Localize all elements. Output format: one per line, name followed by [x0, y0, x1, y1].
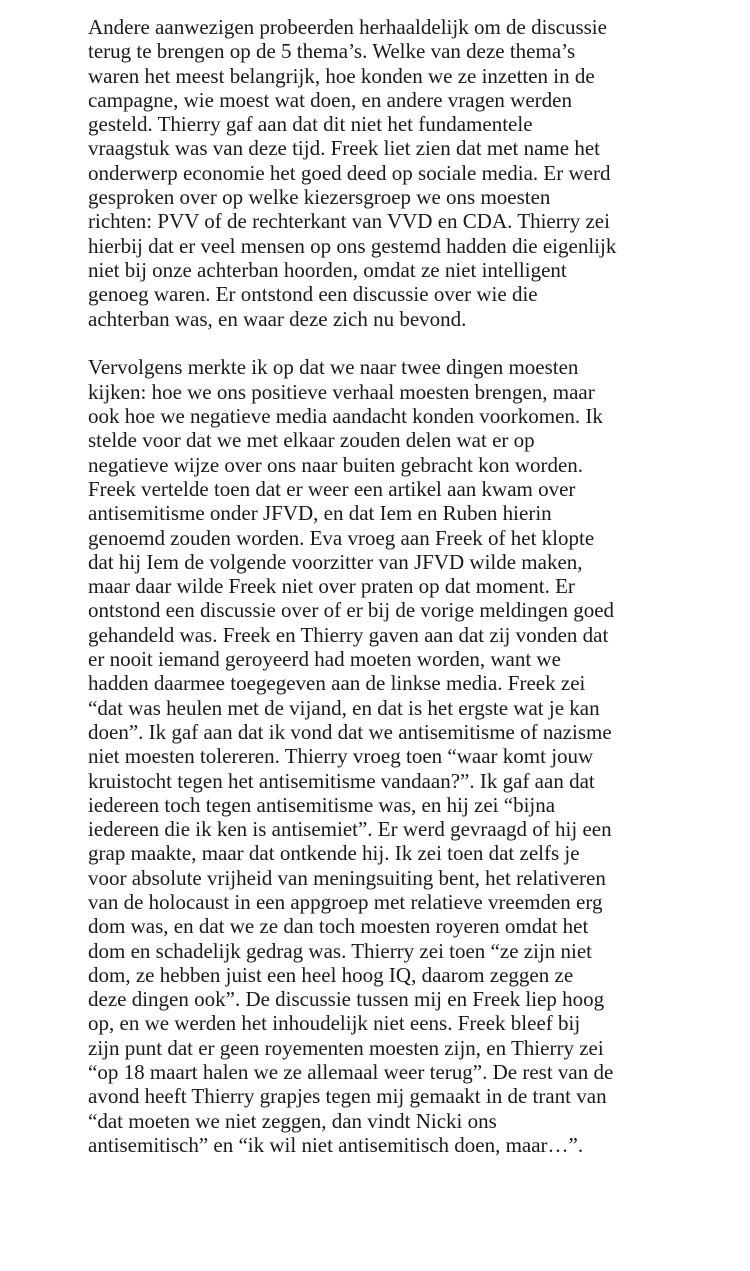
paragraph-2: [88, 355, 738, 1157]
text-line: zijn punt dat er geen royementen moesten zijn, en Thierry zei: [88, 1035, 604, 1060]
text-line: niet moesten tolereren. Thierry vroeg toen “waar komt jouw: [88, 744, 594, 769]
text-line: ontstond een discussie over of er bij de vorige meldingen goed: [88, 598, 615, 623]
text-line: gesteld. Thierry gaf aan dat dit niet het fundamentele: [88, 112, 533, 137]
text-line: “op 18 maart halen we ze allemaal weer terug”. De rest van de: [88, 1060, 614, 1085]
text-line: grap maakte, maar dat ontkende hij. Ik zei toen dat zelfs je: [88, 841, 580, 866]
text-line: Freek vertelde toen dat er weer een artikel aan kwam over: [88, 476, 576, 501]
text-line: Andere aanwezigen probeerden herhaaldelijk om de discussie: [88, 15, 607, 39]
text-line: “dat was heulen met de vijand, en dat is het ergste wat je kan: [88, 695, 600, 720]
text-line: maar daar wilde Freek niet over praten op dat moment. Er: [88, 574, 575, 599]
text-line: antisemitisch” en “ik wil niet antisemitisch doen, maar…”.: [88, 1132, 584, 1157]
text-line: van de holocaust in een appgroep met relatieve vreemden erg: [88, 889, 603, 914]
text-line: hierbij dat er veel mensen op ons gestemd hadden die eigenlijk: [88, 233, 617, 258]
text-line: voor absolute vrijheid van meningsuiting bent, het relativeren: [88, 865, 606, 890]
text-line: iedereen toch tegen antisemitisme was, en hij zei “bijna: [88, 792, 556, 817]
text-line: dat hij Iem de volgende voorzitter van JFVD wilde maken,: [88, 549, 583, 574]
text-line: er nooit iemand geroyeerd had moeten worden, want we: [88, 647, 561, 672]
text-line: stelde voor dat we met elkaar zouden delen wat er op: [88, 428, 535, 453]
text-line: iedereen die ik ken is antisemiet”. Er werd gevraagd of hij een: [88, 817, 612, 842]
text-line: genoemd zouden worden. Eva vroeg aan Freek of het klopte: [88, 525, 595, 550]
text-line: terug te brengen op de 5 thema’s. Welke van deze thema’s: [88, 39, 576, 64]
text-line: ook hoe we negatieve media aandacht konden voorkomen. Ik: [88, 404, 603, 429]
text-line: Vervolgens merkte ik op dat we naar twee dingen moesten: [88, 355, 579, 380]
text-line: dom was, en dat we ze dan toch moesten royeren omdat het: [88, 914, 589, 939]
text-line: negatieve wijze over ons naar buiten gebracht kon worden.: [88, 452, 584, 477]
text-line: deze dingen ook”. De discussie tussen mij en Freek liep hoog: [88, 987, 605, 1012]
text-line: gehandeld was. Freek en Thierry gaven aan dat zij vonden dat: [88, 622, 609, 647]
text-line: avond heeft Thierry grapjes tegen mij gemaakt in de trant van: [88, 1084, 607, 1109]
paragraph-1: [88, 15, 738, 331]
text-line: antisemitisme onder JFVD, en dat Iem en Ruben hierin: [88, 501, 552, 526]
text-line: onderwerp economie het goed deed op sociale media. Er werd: [88, 160, 611, 185]
text-line: vraagstuk was van deze tijd. Freek liet zien dat met name het: [88, 136, 600, 161]
text-line: op, en we werden het inhoudelijk niet eens. Freek bleef bij: [88, 1011, 581, 1036]
text-line: genoeg waren. Er ontstond een discussie over wie die: [88, 282, 538, 307]
text-line: hadden daarmee toegegeven aan de linkse media. Freek zei: [88, 671, 586, 696]
text-line: dom, ze hebben juist een heel hoog IQ, daarom zeggen ze: [88, 962, 574, 987]
text-line: niet bij onze achterban hoorden, omdat ze niet intelligent: [88, 257, 567, 282]
text-line: achterban was, en waar deze zich nu bevond.: [88, 306, 467, 331]
text-line: waren het meest belangrijk, hoe konden we ze inzetten in de: [88, 63, 595, 88]
text-line: doen”. Ik gaf aan dat ik vond dat we antisemitisme of nazisme: [88, 719, 612, 744]
text-line: gesproken over op welke kiezersgroep we ons moesten: [88, 185, 551, 210]
text-line: “dat moeten we niet zeggen, dan vindt Nicki ons: [88, 1108, 497, 1133]
document-body: [88, 15, 738, 1157]
text-line: kruistocht tegen het antisemitisme vandaan?”. Ik gaf aan dat: [88, 768, 595, 793]
text-line: kijken: hoe we ons positieve verhaal moesten brengen, maar: [88, 379, 595, 404]
text-line: dom en schadelijk gedrag was. Thierry zei toen “ze zijn niet: [88, 938, 592, 963]
text-line: campagne, wie moest wat doen, en andere vragen werden: [88, 87, 572, 112]
text-line: richten: PVV of de rechterkant van VVD en CDA. Thierry zei: [88, 209, 610, 234]
